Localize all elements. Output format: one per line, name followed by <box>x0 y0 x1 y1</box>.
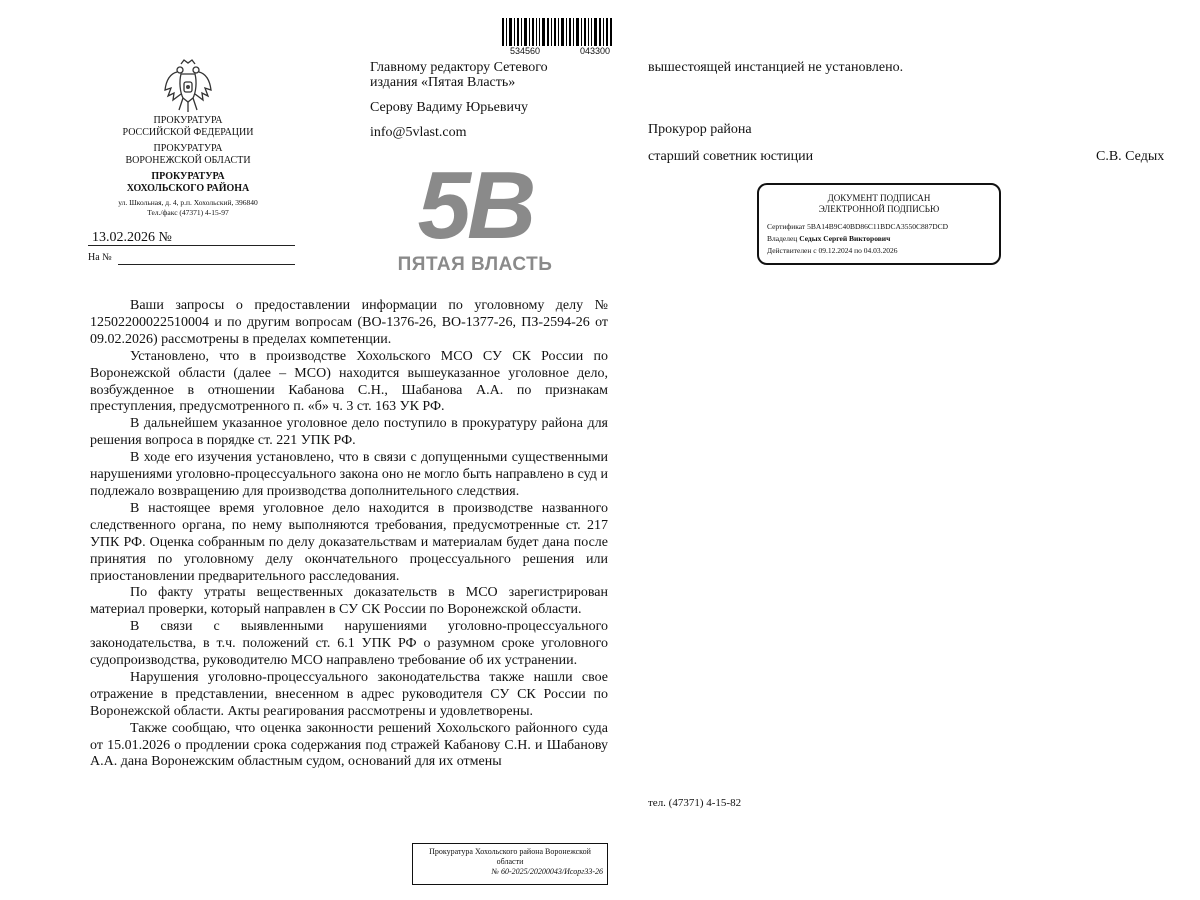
watermark-logo <box>395 152 555 280</box>
paragraph-7: В связи с выявленными нарушениями уголовно-процессуального законодательства, в т.ч. положений ст. 6.1 УПК РФ о разумном сроке уголовного судопроизводства, руководителю МСО направлено требование об их устранении. <box>90 619 608 669</box>
date-underline <box>88 245 295 246</box>
paragraph-8: Нарушения уголовно-процессуального законодательства также нашли свое отражение в представлении, внесенном в адрес руководителя СУ СК России по Воронежской области. Акты реагирования рассмотрены и удовлетворены. <box>90 669 608 719</box>
letterhead-line-4: ВОРОНЕЖСКОЙ ОБЛАСТИ <box>125 155 251 166</box>
paragraph-1: Ваши запросы о предоставлении информации по уголовному делу № 12502200022510004 и по другим вопросам (ВО-1376-26, ВО-1377-26, ПЗ-2594-26 от 09.02.2026) рассмотрены в пределах компетенции. <box>90 298 608 347</box>
continuation-text: вышестоящей инстанцией не установлено. <box>648 60 904 75</box>
registry-stamp-line-2: области <box>496 857 524 866</box>
emblem <box>163 58 213 114</box>
letterhead-line-2: РОССИЙСКОЙ ФЕДЕРАЦИИ <box>122 127 254 138</box>
signature-cert-label: Сертификат <box>767 222 806 231</box>
contact-phone: тел. (47371) 4-15-82 <box>648 797 742 809</box>
paragraph-4: В ходе его изучения установлено, что в связи с допущенными существенными нарушениями уголовно-процессуального закона оно не могло быть направлено в суд и подлежало возвращению для производства дополнительного следствия. <box>90 450 608 499</box>
addressee-line-1: Главному редактору Сетевого <box>370 60 548 75</box>
signer-name: С.В. Седых <box>1096 149 1165 164</box>
registry-stamp-number: № 60-2025/20200043/Исорг33-26 <box>491 867 603 876</box>
signature-valid-value: с 09.12.2024 по 04.03.2026 <box>813 246 898 255</box>
double-headed-eagle-emblem-icon <box>163 58 213 114</box>
letterhead-line-6: ХОХОЛЬСКОГО РАЙОНА <box>126 183 250 194</box>
watermark-caption: ПЯТАЯ ВЛАСТЬ <box>397 254 553 275</box>
signature-title-2: ЭЛЕКТРОННОЙ ПОДПИСЬЮ <box>818 204 940 214</box>
paragraph-2: Установлено, что в производстве Хохольского МСО СУ СК России по Воронежской области (далее – МСО) находится вышеуказанное уголовное дело, возбужденное в отношении Кабанова С.Н., Шабанова А.А. по признакам преступления, предусмотренного п. «б» ч. 3 ст. 163 УК РФ. <box>90 348 608 415</box>
signature-owner-label: Владелец <box>767 234 798 243</box>
letter-body <box>90 298 608 771</box>
signature-valid-label: Действителен <box>767 246 812 255</box>
signature-cert-row <box>767 221 991 233</box>
addressee-email: info@5vlast.com <box>370 125 467 140</box>
signature-title-1: ДОКУМЕНТ ПОДПИСАН <box>827 193 931 203</box>
electronic-signature-box <box>757 183 1001 265</box>
registry-stamp-line-1: Прокуратура Хохольского района Воронежской <box>429 847 591 856</box>
addressee-name: Серову Вадиму Юрьевичу <box>370 100 529 115</box>
date-field: 13.02.2026 № <box>92 230 172 245</box>
signature-owner-value: Седых Сергей Викторович <box>799 234 891 243</box>
barcode-number-right: 043300 <box>579 46 610 56</box>
letterhead-line-3: ПРОКУРАТУРА <box>153 143 223 154</box>
ref-label: На № <box>88 252 112 263</box>
document-page-2 <box>620 0 1200 900</box>
signer-position-1: Прокурор района <box>648 122 752 137</box>
letterhead-line-5: ПРОКУРАТУРА <box>151 171 225 182</box>
letterhead <box>90 115 286 218</box>
addressee-line-2: издания «Пятая Власть» <box>370 75 516 90</box>
barcode-icon <box>502 18 612 46</box>
signature-cert-value: 5BA14B9C40BD86C11BDCA3550C887DCD <box>807 222 949 231</box>
letterhead-line-1: ПРОКУРАТУРА <box>153 115 223 126</box>
registry-stamp <box>412 843 608 885</box>
watermark-logo-mark: 5B <box>417 152 533 259</box>
paragraph-6: По факту утраты вещественных доказательств в МСО зарегистрирован материал проверки, который направлен в СУ СК России по Воронежской области. <box>90 585 608 618</box>
addressee <box>370 60 610 140</box>
letterhead-phone: Тел./факс (47371) 4-15-97 <box>147 208 229 217</box>
paragraph-5: В настоящее время уголовное дело находится в производстве названного следственного органа, по нему выполняются требования, предусмотренные ст. 217 УПК РФ. Оценка собранным по делу доказательствам и материалам будет дана после принятия по уголовному делу окончательного процессуального решения или приостановлении предварительного расследования. <box>90 500 608 584</box>
signature-owner-row <box>767 233 991 245</box>
signer-position-2: старший советник юстиции <box>648 149 814 164</box>
ref-underline <box>118 264 295 265</box>
paragraph-9: Также сообщаю, что оценка законности решений Хохольского районного суда от 15.01.2026 о продлении срока содержания под стражей Кабанову С.Н. и Шабанову А.А. дана Воронежским областным судом, оснований для их отмены <box>90 720 608 770</box>
barcode-number-left: 534560 <box>510 46 541 56</box>
letterhead-address: ул. Школьная, д. 4, р.п. Хохольский, 396840 <box>118 198 258 207</box>
paragraph-3: В дальнейшем указанное уголовное дело поступило в прокуратуру района для решения вопроса в порядке ст. 221 УПК РФ. <box>90 416 608 449</box>
signature-valid-row <box>767 245 991 257</box>
barcode <box>502 18 612 58</box>
